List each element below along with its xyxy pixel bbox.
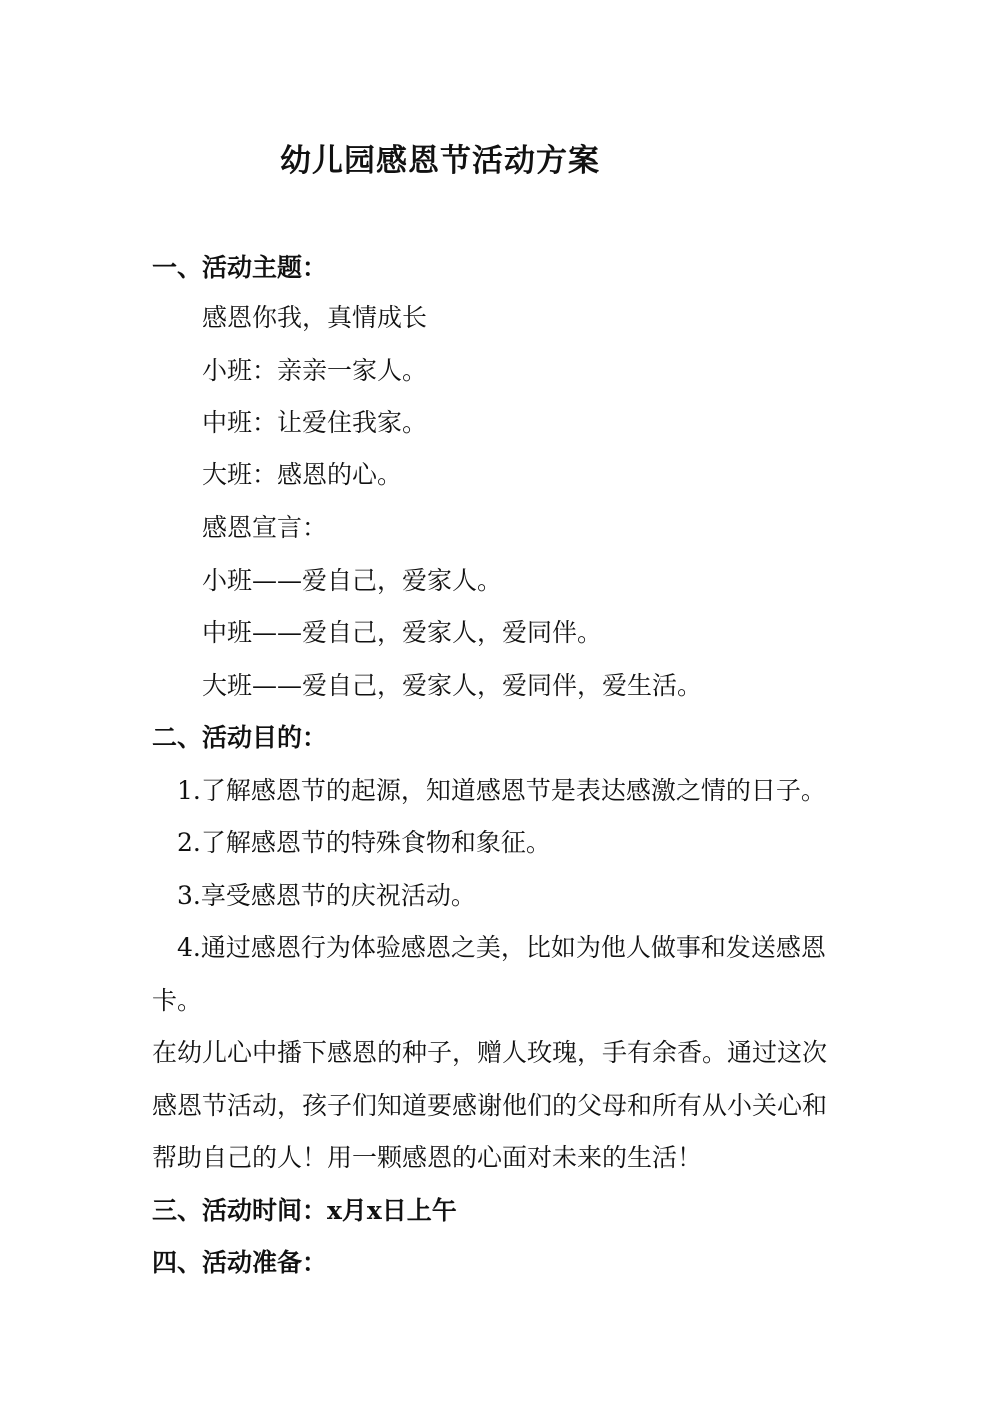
purpose-item-3: 3.享受感恩节的庆祝活动。 <box>177 881 476 910</box>
purpose-item-1: 1.了解感恩节的起源，知道感恩节是表达感激之情的日子。 <box>177 776 826 805</box>
declaration-middle-class: 中班——爱自己，爱家人，爱同伴。 <box>202 618 603 647</box>
purpose-paragraph-line-3: 帮助自己的人！用一颗感恩的心面对未来的生活！ <box>152 1143 703 1172</box>
purpose-paragraph-line-2: 感恩节活动，孩子们知道要感谢他们的父母和所有从小关心和 <box>152 1091 828 1120</box>
declaration-small-class: 小班——爱自己，爱家人。 <box>202 566 503 595</box>
section-2-heading: 二、活动目的： <box>152 723 328 752</box>
section-1-heading: 一、活动主题： <box>152 253 328 282</box>
middle-class-theme: 中班：让爱住我家。 <box>202 408 428 437</box>
declaration-big-class: 大班——爱自己，爱家人，爱同伴，爱生活。 <box>202 671 703 700</box>
declaration-label: 感恩宣言： <box>202 513 328 542</box>
section-3-heading: 三、活动时间：x月x日上午 <box>152 1196 457 1225</box>
theme-text: 感恩你我，真情成长 <box>202 303 428 332</box>
big-class-theme: 大班：感恩的心。 <box>202 460 403 489</box>
document-title: 幼儿园感恩节活动方案 <box>280 143 600 179</box>
purpose-item-4: 4.通过感恩行为体验感恩之美，比如为他人做事和发送感恩 <box>177 933 826 962</box>
section-4-heading: 四、活动准备： <box>152 1248 328 1277</box>
small-class-theme: 小班：亲亲一家人。 <box>202 356 428 385</box>
purpose-item-4-continued: 卡。 <box>152 986 203 1015</box>
purpose-item-2: 2.了解感恩节的特殊食物和象征。 <box>177 828 551 857</box>
purpose-paragraph-line-1: 在幼儿心中播下感恩的种子，赠人玫瑰，手有余香。通过这次 <box>152 1038 828 1067</box>
